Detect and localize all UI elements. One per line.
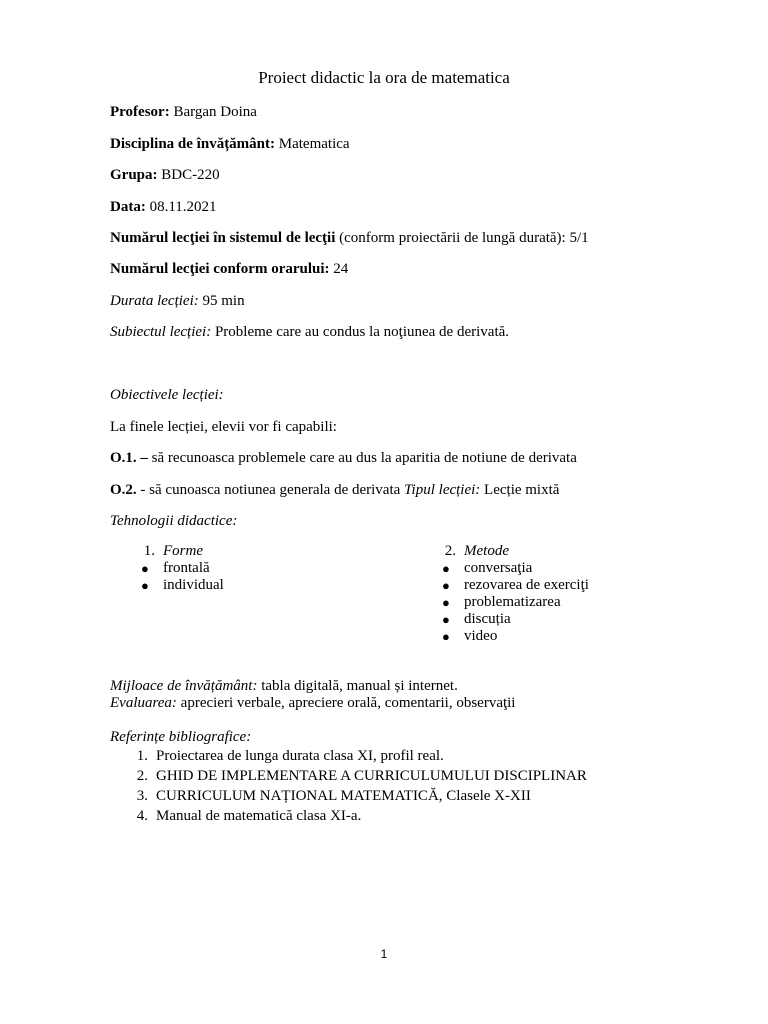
evaluarea-value: aprecieri verbale, apreciere orală, comentarii, observaţii <box>176 695 516 711</box>
forme-list <box>139 543 224 594</box>
durata-label: Durata lecției: <box>110 293 199 309</box>
metode-number: 2. <box>444 543 456 559</box>
list-item <box>132 746 587 766</box>
ref-number: 3. <box>136 788 148 804</box>
forme-number: 1. <box>143 543 155 559</box>
nr-lectiei-sistem-line <box>110 229 589 247</box>
bullet-icon: ● <box>442 561 450 576</box>
bullet-icon: ● <box>442 612 450 627</box>
durata-line <box>110 292 245 310</box>
referinte-list <box>132 746 587 826</box>
grupa-label: Grupa: <box>110 167 158 183</box>
durata-value: 95 min <box>198 293 245 309</box>
o2-text: - să cunoasca notiunea generala de derivata <box>136 482 405 498</box>
obiective-heading-text: Obiectivele lecției: <box>110 387 224 403</box>
ref-text: Manual de matematică clasa XI-a. <box>156 808 362 824</box>
bullet-icon: ● <box>442 595 450 610</box>
list-item <box>139 577 224 594</box>
tipul-lectiei-label: Tipul lecției: <box>404 482 481 498</box>
disciplina-value: Matematica <box>275 136 350 152</box>
list-item <box>440 611 589 628</box>
mijloace-value: tabla digitală, manual și internet. <box>257 678 458 694</box>
objective-o2 <box>110 481 559 499</box>
forme-heading-item <box>139 543 224 560</box>
o2-label: O.2. <box>110 482 137 498</box>
profesor-value: Bargan Doina <box>169 104 257 120</box>
subiectul-value: Probleme care au condus la noţiunea de derivată. <box>211 324 510 340</box>
nr-lectiei-sistem-label: Numărul lecţiei în sistemul de lecţii <box>110 230 336 246</box>
nr-lectiei-sistem-value: (conform proiectării de lungă durată): 5/1 <box>335 230 589 246</box>
metode-item-text: conversaţia <box>464 560 533 576</box>
subiectul-line <box>110 323 509 341</box>
data-value: 08.11.2021 <box>145 199 217 215</box>
list-item <box>132 786 587 806</box>
tehnologii-heading-text: Tehnologii didactice: <box>110 513 238 529</box>
o1-label: O.1. – <box>110 450 148 466</box>
data-line <box>110 198 217 216</box>
metode-item-text: video <box>464 628 498 644</box>
mijloace-label: Mijloace de învățământ: <box>110 678 258 694</box>
obiective-intro: La finele lecției, elevii vor fi capabili: <box>110 419 337 435</box>
nr-lectiei-orar-value: 24 <box>329 261 349 277</box>
document-title: Proiect didactic la ora de matematica <box>258 68 510 87</box>
ref-number: 1. <box>136 748 148 764</box>
metode-item-text: rezovarea de exerciţi <box>464 577 589 593</box>
forme-item-text: individual <box>163 577 224 593</box>
evaluarea-line <box>110 694 515 712</box>
bullet-icon: ● <box>442 629 450 644</box>
forme-heading: Forme <box>163 543 203 559</box>
grupa-value: BDC-220 <box>157 167 220 183</box>
tipul-lectiei-value: Lecție mixtă <box>480 482 560 498</box>
forme-item-text: frontală <box>163 560 210 576</box>
ref-text: GHID DE IMPLEMENTARE A CURRICULUMULUI DISCIPLINAR <box>156 768 587 784</box>
disciplina-label: Disciplina de învățământ: <box>110 136 276 152</box>
ref-number: 4. <box>136 808 148 824</box>
bullet-icon: ● <box>141 561 149 576</box>
nr-lectiei-orar-line <box>110 260 348 278</box>
profesor-line <box>110 103 257 121</box>
list-item <box>440 577 589 594</box>
o1-text: să recunoasca problemele care au dus la aparitia de notiune de derivata <box>147 450 577 466</box>
list-item <box>440 594 589 611</box>
metode-list <box>440 543 589 645</box>
metode-heading: Metode <box>464 543 509 559</box>
nr-lectiei-orar-label: Numărul lecţiei conform orarului: <box>110 261 330 277</box>
list-item <box>440 628 589 645</box>
metode-heading-item <box>440 543 589 560</box>
list-item <box>132 806 587 826</box>
grupa-line <box>110 166 220 184</box>
page-number: 1 <box>380 947 388 961</box>
data-label: Data: <box>110 199 146 215</box>
referinte-heading-text: Referințe bibliografice: <box>110 729 252 745</box>
list-item <box>440 560 589 577</box>
ref-text: CURRICULUM NAȚIONAL MATEMATICĂ, Clasele X-XII <box>156 788 531 804</box>
ref-number: 2. <box>136 768 148 784</box>
mijloace-line <box>110 677 458 695</box>
metode-item-text: discuția <box>464 611 511 627</box>
evaluarea-label: Evaluarea: <box>110 695 177 711</box>
ref-text: Proiectarea de lunga durata clasa XI, profil real. <box>156 748 444 764</box>
objective-o1 <box>110 449 577 467</box>
referinte-heading <box>110 728 251 746</box>
list-item <box>132 766 587 786</box>
disciplina-line <box>110 135 350 153</box>
bullet-icon: ● <box>141 578 149 593</box>
profesor-label: Profesor: <box>110 104 170 120</box>
subiectul-label: Subiectul lecției: <box>110 324 212 340</box>
list-item <box>139 560 224 577</box>
tehnologii-heading <box>110 512 237 530</box>
bullet-icon: ● <box>442 578 450 593</box>
metode-item-text: problematizarea <box>464 594 561 610</box>
obiective-heading <box>110 386 224 404</box>
